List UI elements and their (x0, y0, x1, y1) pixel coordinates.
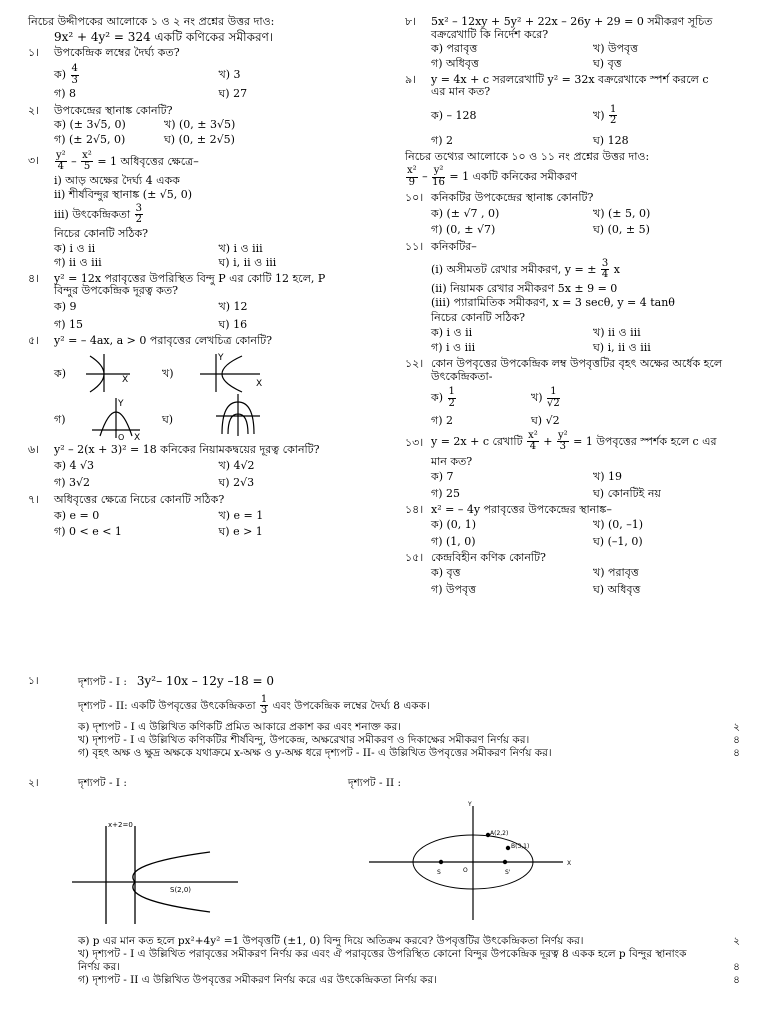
question-stem: কনিকটির– (431, 240, 477, 254)
svg-text:X: X (567, 860, 572, 867)
option-b[interactable]: খ) $\frac{1}{√2}$ (531, 386, 560, 409)
question-2 (28, 105, 383, 118)
svg-text:A(2,2): A(2,2) (490, 830, 509, 837)
options-10 (405, 208, 755, 237)
question-stem: উপকেন্দ্রিক লম্বের দৈর্ঘ্য কত? (54, 46, 180, 60)
option-b[interactable]: খ) (± 5, 0) (593, 206, 651, 220)
question-5 (28, 335, 383, 348)
options-7 (28, 510, 383, 539)
options-14 (405, 519, 755, 548)
option-a[interactable]: ক) (54, 367, 66, 381)
option-c[interactable]: গ) উপবৃত্ত (431, 582, 477, 596)
right-column (405, 16, 755, 600)
svg-text:Y: Y (218, 353, 224, 364)
graph-option-b (196, 350, 266, 394)
question-stem-cont: বক্ররেখাটি কি নির্দেশ করে? (431, 27, 549, 41)
scenario-1-label: দৃশ্যপট - I : (78, 777, 127, 789)
option-b[interactable]: খ) 4√2 (218, 458, 255, 472)
option-b[interactable]: খ) 12 (218, 300, 248, 314)
question-number: ৫। (28, 334, 40, 348)
question-number: ১৪। (405, 502, 424, 516)
option-d[interactable]: ঘ) (0, ± 2√5) (164, 133, 235, 146)
question-stem-cont: উৎকেন্দ্রিকতা- (431, 369, 493, 383)
question-stem: কোন উপবৃত্তের উপকেন্দ্রিক লম্ব উপবৃত্তটির বৃহৎ অক্ষের অর্ধেক হলে (431, 356, 723, 370)
question-number: ৮। (405, 15, 417, 28)
statement-ii: ii) শীর্ষবিন্দুর স্থানাঙ্ক (± √5, 0) (54, 188, 193, 202)
option-a[interactable]: ক) 7 (431, 470, 454, 484)
option-d[interactable]: ঘ) e > 1 (218, 525, 263, 539)
option-c[interactable]: গ) 15 (54, 317, 83, 331)
question-7 (28, 494, 383, 507)
option-c[interactable]: গ) i ও iii (431, 341, 476, 355)
option-b[interactable]: খ) পরাবৃত্ত (593, 566, 639, 580)
option-c[interactable]: গ) অধিবৃত্ত (431, 56, 479, 70)
question-stem: কনিকটির উপকেন্দ্রের স্থানাঙ্ক কোনটি? (431, 191, 594, 205)
graph-option-d (214, 392, 264, 438)
question-stem: অধিবৃত্তের ক্ষেত্রে নিচের কোনটি সঠিক? (54, 492, 225, 506)
option-d[interactable]: ঘ) 27 (218, 87, 248, 101)
question-9 (405, 74, 755, 99)
question-stem-cont: এর মান কত? (431, 85, 491, 99)
option-c[interactable]: গ) 2 (431, 133, 453, 147)
option-b[interactable]: খ) উপবৃত্ত (593, 42, 639, 56)
options-2 (28, 119, 383, 146)
graph-scenario-2 (355, 798, 585, 923)
question-stem: y = 4x + c সরলরেখাটি y² = 32x বক্ররেখাকে স্পর্শ করলে c (431, 72, 709, 86)
option-a[interactable]: ক) (± √7 , 0) (431, 206, 500, 220)
option-c[interactable]: গ) (0, ± √7) (431, 223, 496, 237)
question-stem: 5x² – 12xy + 5y² + 22x – 26y + 29 = 0 সমীকরণ সূচিত (431, 15, 713, 28)
left-column (28, 16, 383, 543)
option-c[interactable]: গ) ii ও iii (54, 256, 102, 270)
option-b[interactable]: খ) i ও iii (218, 241, 263, 255)
option-c[interactable]: গ) 0 < e < 1 (54, 525, 122, 539)
sub-question-kha: খ) দৃশ্যপট - I এ উল্লিখিত পরাবৃত্তের সমীকরণ নির্ণয় কর এবং ঐ পরাবৃত্তের উপরিস্থিত কোনো বিন্দুর উপকেন্দ্রিক দূরত্ব 8 একক হলে p বিন্দুর স্থানাংক (78, 948, 687, 961)
question-stem: y² = 12x পরাবৃত্তের উপরিস্থিত বিন্দু P এর কোটি 12 হলে, P (54, 271, 326, 285)
svg-text:X: X (256, 379, 263, 390)
question-3 (28, 151, 383, 241)
question-number: ১৩। (405, 435, 424, 449)
svg-text:X: X (134, 433, 141, 441)
which-correct: নিচের কোনটি সঠিক? (54, 226, 149, 240)
creative-question-2-subs (28, 934, 740, 987)
question-number: ৭। (28, 492, 40, 506)
option-c[interactable]: গ) 2 (431, 414, 453, 428)
options-5-graphs (28, 350, 383, 441)
question-8 (405, 16, 755, 41)
options-15 (405, 567, 755, 596)
svg-text:S(2,0): S(2,0) (170, 886, 192, 894)
sub-question-kha-cont: নির্ণয় কর। ৪ (78, 961, 740, 974)
question-11 (405, 241, 755, 325)
question-14 (405, 504, 755, 517)
intro-text-2: নিচের তথ্যের আলোকে ১০ ও ১১ নং প্রশ্নের উত্তর দাও: (405, 150, 650, 164)
question-number: ১। (28, 46, 40, 60)
option-d[interactable]: ঘ) অধিবৃত্ত (593, 582, 641, 596)
statement-iii: (iii) প্যারামিতিক সমীকরণ, x = 3 secθ, y = 4 tanθ (431, 296, 675, 310)
option-c[interactable]: গ) (1, 0) (431, 535, 476, 549)
option-c[interactable]: গ) 25 (431, 487, 460, 501)
option-a[interactable]: ক) i ও ii (431, 325, 473, 339)
svg-text:B(3,1): B(3,1) (511, 843, 530, 850)
question-stem-cont: মান কত? (431, 454, 473, 468)
option-d[interactable]: ঘ) i, ii ও iii (218, 256, 277, 270)
option-d[interactable]: ঘ) (162, 413, 174, 427)
options-3 (28, 243, 383, 270)
question-12 (405, 358, 755, 383)
statement-i: i) আড় অক্ষের দৈর্ঘ্য 4 একক (54, 173, 180, 187)
intro-equation: 9x² + 4y² = 324 একটি কণিকের সমীকরণ। (54, 29, 274, 44)
option-d[interactable]: ঘ) কোনটিই নয় (593, 487, 661, 501)
question-number: ৪। (28, 271, 40, 285)
statement-iii: iii) উৎকেন্দ্রিকতা $\frac{3}{2}$ (54, 202, 142, 226)
options-8 (405, 43, 755, 70)
option-a[interactable]: ক) (0, 1) (431, 518, 477, 532)
question-number: ১৫। (405, 550, 424, 564)
question-number: ১১। (405, 240, 424, 254)
question-number: ৬। (28, 443, 40, 457)
question-stem: কেন্দ্রবিহীন কণিক কোনটি? (431, 550, 546, 564)
question-number: ১। (28, 675, 39, 687)
sub-question-ka: ক) দৃশ্যপট - I এ উল্লিখিত কণিকটি প্রমিত আকারে প্রকাশ কর এবং শনাক্ত কর। ২ (78, 720, 740, 733)
question-6 (28, 444, 383, 457)
option-d[interactable]: ঘ) i, ii ও iii (593, 341, 651, 355)
scenario-2: দৃশ্যপট - II: একটি উপবৃত্তের উৎকেন্দ্রিকতা $\frac{1}{3}$ এবং উপকেন্দ্রিক লম্বের দৈর্ঘ্য 8 একক। (78, 693, 430, 717)
svg-text:S: S (437, 869, 441, 876)
question-10 (405, 192, 755, 205)
question-15 (405, 552, 755, 565)
option-d[interactable]: ঘ) (–1, 0) (593, 535, 643, 549)
option-b[interactable]: খ) (0, –1) (593, 518, 644, 532)
svg-text:Y: Y (468, 801, 472, 808)
option-c[interactable]: গ) 3√2 (54, 476, 91, 490)
option-c[interactable]: গ) (54, 413, 66, 427)
option-d[interactable]: ঘ) বৃত্ত (593, 56, 622, 70)
option-b[interactable]: খ) 19 (593, 470, 623, 484)
which-correct: নিচের কোনটি সঠিক? (431, 310, 526, 324)
svg-text:O: O (118, 433, 125, 441)
options-11 (405, 327, 755, 355)
question-stem: y = 2x + c রেখাটি $\frac{\text{x²}}{4}$ + $\frac{\text{y²}}{3}$ = 1 উপবৃত্তের স্পর্শক হলে c এর (431, 429, 717, 453)
option-d[interactable]: ঘ) 128 (593, 133, 629, 147)
sub-question-ga: গ) বৃহৎ অক্ষ ও ক্ষুদ্র অক্ষকে যথাক্রমে x-অক্ষ ও y-অক্ষ ধরে দৃশ্যপট - II- এ উল্লিখিত উপবৃত্তের সমীকরণ নির্ণয় কর। ৪ (78, 746, 740, 759)
option-a[interactable]: ক) – 128 (431, 108, 477, 122)
sub-question-kha: খ) দৃশ্যপট - I এ উল্লিখিত কণিকটির শীর্ষবিন্দু, উপকেন্দ্র, অক্ষরেখার সমীকরণ ও দিকাক্ষের সমীকরণ নির্ণয় কর। ৪ (78, 733, 740, 746)
option-a[interactable]: ক) পরাবৃত্ত (431, 42, 478, 56)
option-c[interactable]: গ) 8 (54, 87, 76, 101)
options-12 (405, 387, 755, 428)
option-a[interactable]: ক) 9 (54, 300, 77, 314)
question-stem: উপকেন্দ্রের স্থানাঙ্ক কোনটি? (54, 103, 173, 117)
options-13 (405, 471, 755, 500)
question-number: ২। (28, 777, 39, 789)
intro-text: নিচের উদ্দীপকের আলোকে ১ ও ২ নং প্রশ্নের উত্তর দাও: (28, 15, 275, 28)
sub-question-ga: গ) দৃশ্যপট - II এ উল্লিখিত উপবৃত্তের সমীকরণ নির্ণয় করে এর উৎকেন্দ্রিকতা নির্ণয় কর। ৪ (78, 974, 740, 987)
statement-i: (i) অসীমতট রেখার সমীকরণ, y = ± $\frac{3}{4}$ x (431, 257, 621, 281)
question-stem: $\frac{\text{y²}}{4}$ – $\frac{\text{x²}}{5}$ = 1 অধিবৃত্তের ক্ষেত্রে– (56, 149, 199, 173)
option-c[interactable]: গ) (± 2√5, 0) (54, 133, 126, 146)
option-b[interactable]: খ) $\frac{1}{2}$ (593, 103, 617, 127)
option-b[interactable]: খ) (0, ± 3√5) (164, 118, 236, 132)
option-a[interactable]: ক) $\frac{4}{3}$ (54, 63, 78, 86)
question-stem: y² – 2(x + 3)² = 18 কনিকের নিয়ামকদ্বয়ের দূরত্ব কোনটি? (54, 443, 320, 457)
option-a[interactable]: ক) বৃত্ত (431, 566, 461, 580)
graph-option-a (84, 352, 134, 394)
svg-text:Y: Y (118, 399, 124, 410)
question-13 (405, 431, 755, 469)
svg-text:O: O (463, 867, 468, 874)
options-4 (28, 301, 383, 331)
svg-text:X: X (122, 375, 129, 386)
option-a[interactable]: ক) (± 3√5, 0) (54, 118, 126, 132)
creative-question-1 (28, 674, 740, 760)
option-b[interactable]: খ) 3 (218, 67, 241, 81)
question-number: ৯। (405, 72, 417, 86)
option-d[interactable]: ঘ) 2√3 (218, 476, 255, 490)
option-b[interactable]: খ) ii ও iii (593, 325, 641, 339)
svg-text:S': S' (505, 869, 511, 876)
question-number: ১২। (405, 356, 424, 370)
question-stem: y² = – 4ax, a > 0 পরাবৃত্তের লেখচিত্র কোনটি? (54, 334, 273, 348)
option-a[interactable]: ক) 4 √3 (54, 458, 94, 472)
question-4 (28, 273, 383, 298)
options-6 (28, 460, 383, 490)
question-stem: x² = – 4y পরাবৃত্তের উপকেন্দ্রের স্থানাঙ্ক– (431, 502, 612, 516)
option-a[interactable]: ক) $\frac{1}{2}$ (431, 386, 455, 409)
option-a[interactable]: ক) i ও ii (54, 241, 96, 255)
creative-question-2 (28, 776, 740, 790)
question-number: ১০। (405, 191, 424, 205)
option-d[interactable]: ঘ) (0, ± 5) (593, 223, 650, 237)
graph-option-c (90, 396, 144, 440)
option-b[interactable]: খ) e = 1 (218, 508, 264, 522)
options-1 (28, 64, 383, 101)
svg-text:x+2=0: x+2=0 (108, 821, 133, 829)
sub-question-ka: ক) p এর মান কত হলে px²+4y² =1 উপবৃত্তটি (±1, 0) বিন্দু দিয়ে অতিক্রম করবে? উপবৃত্তটির উৎকেন্দ্রিকতা নির্ণয় কর। ২ (78, 935, 740, 947)
scenario-1: ১। দৃশ্যপট - I : 3y²– 10x – 12y –18 = 0 (28, 674, 275, 688)
scenario-labels (28, 777, 740, 789)
graph-scenario-1 (60, 812, 245, 927)
intro-equation-2: $\frac{\text{x²}}{9}$ – $\frac{\text{y²}}{16}$ = 1 একটি কনিকের সমীকরণ (407, 165, 578, 188)
option-b[interactable]: খ) (162, 367, 174, 381)
scenario-2-label: দৃশ্যপট - II : (348, 777, 402, 789)
option-d[interactable]: ঘ) √2 (531, 414, 560, 428)
options-9 (405, 105, 755, 148)
question-1 (28, 47, 383, 60)
question-stem-cont: বিন্দুর উপকেন্দ্রিক দূরত্ব কত? (54, 284, 179, 298)
question-number: ৩। (28, 153, 40, 167)
question-number: ২। (28, 103, 40, 117)
option-a[interactable]: ক) e = 0 (54, 508, 100, 522)
option-d[interactable]: ঘ) 16 (218, 317, 248, 331)
statement-ii: (ii) নিয়ামক রেখার সমীকরণ 5x ± 9 = 0 (431, 281, 618, 295)
